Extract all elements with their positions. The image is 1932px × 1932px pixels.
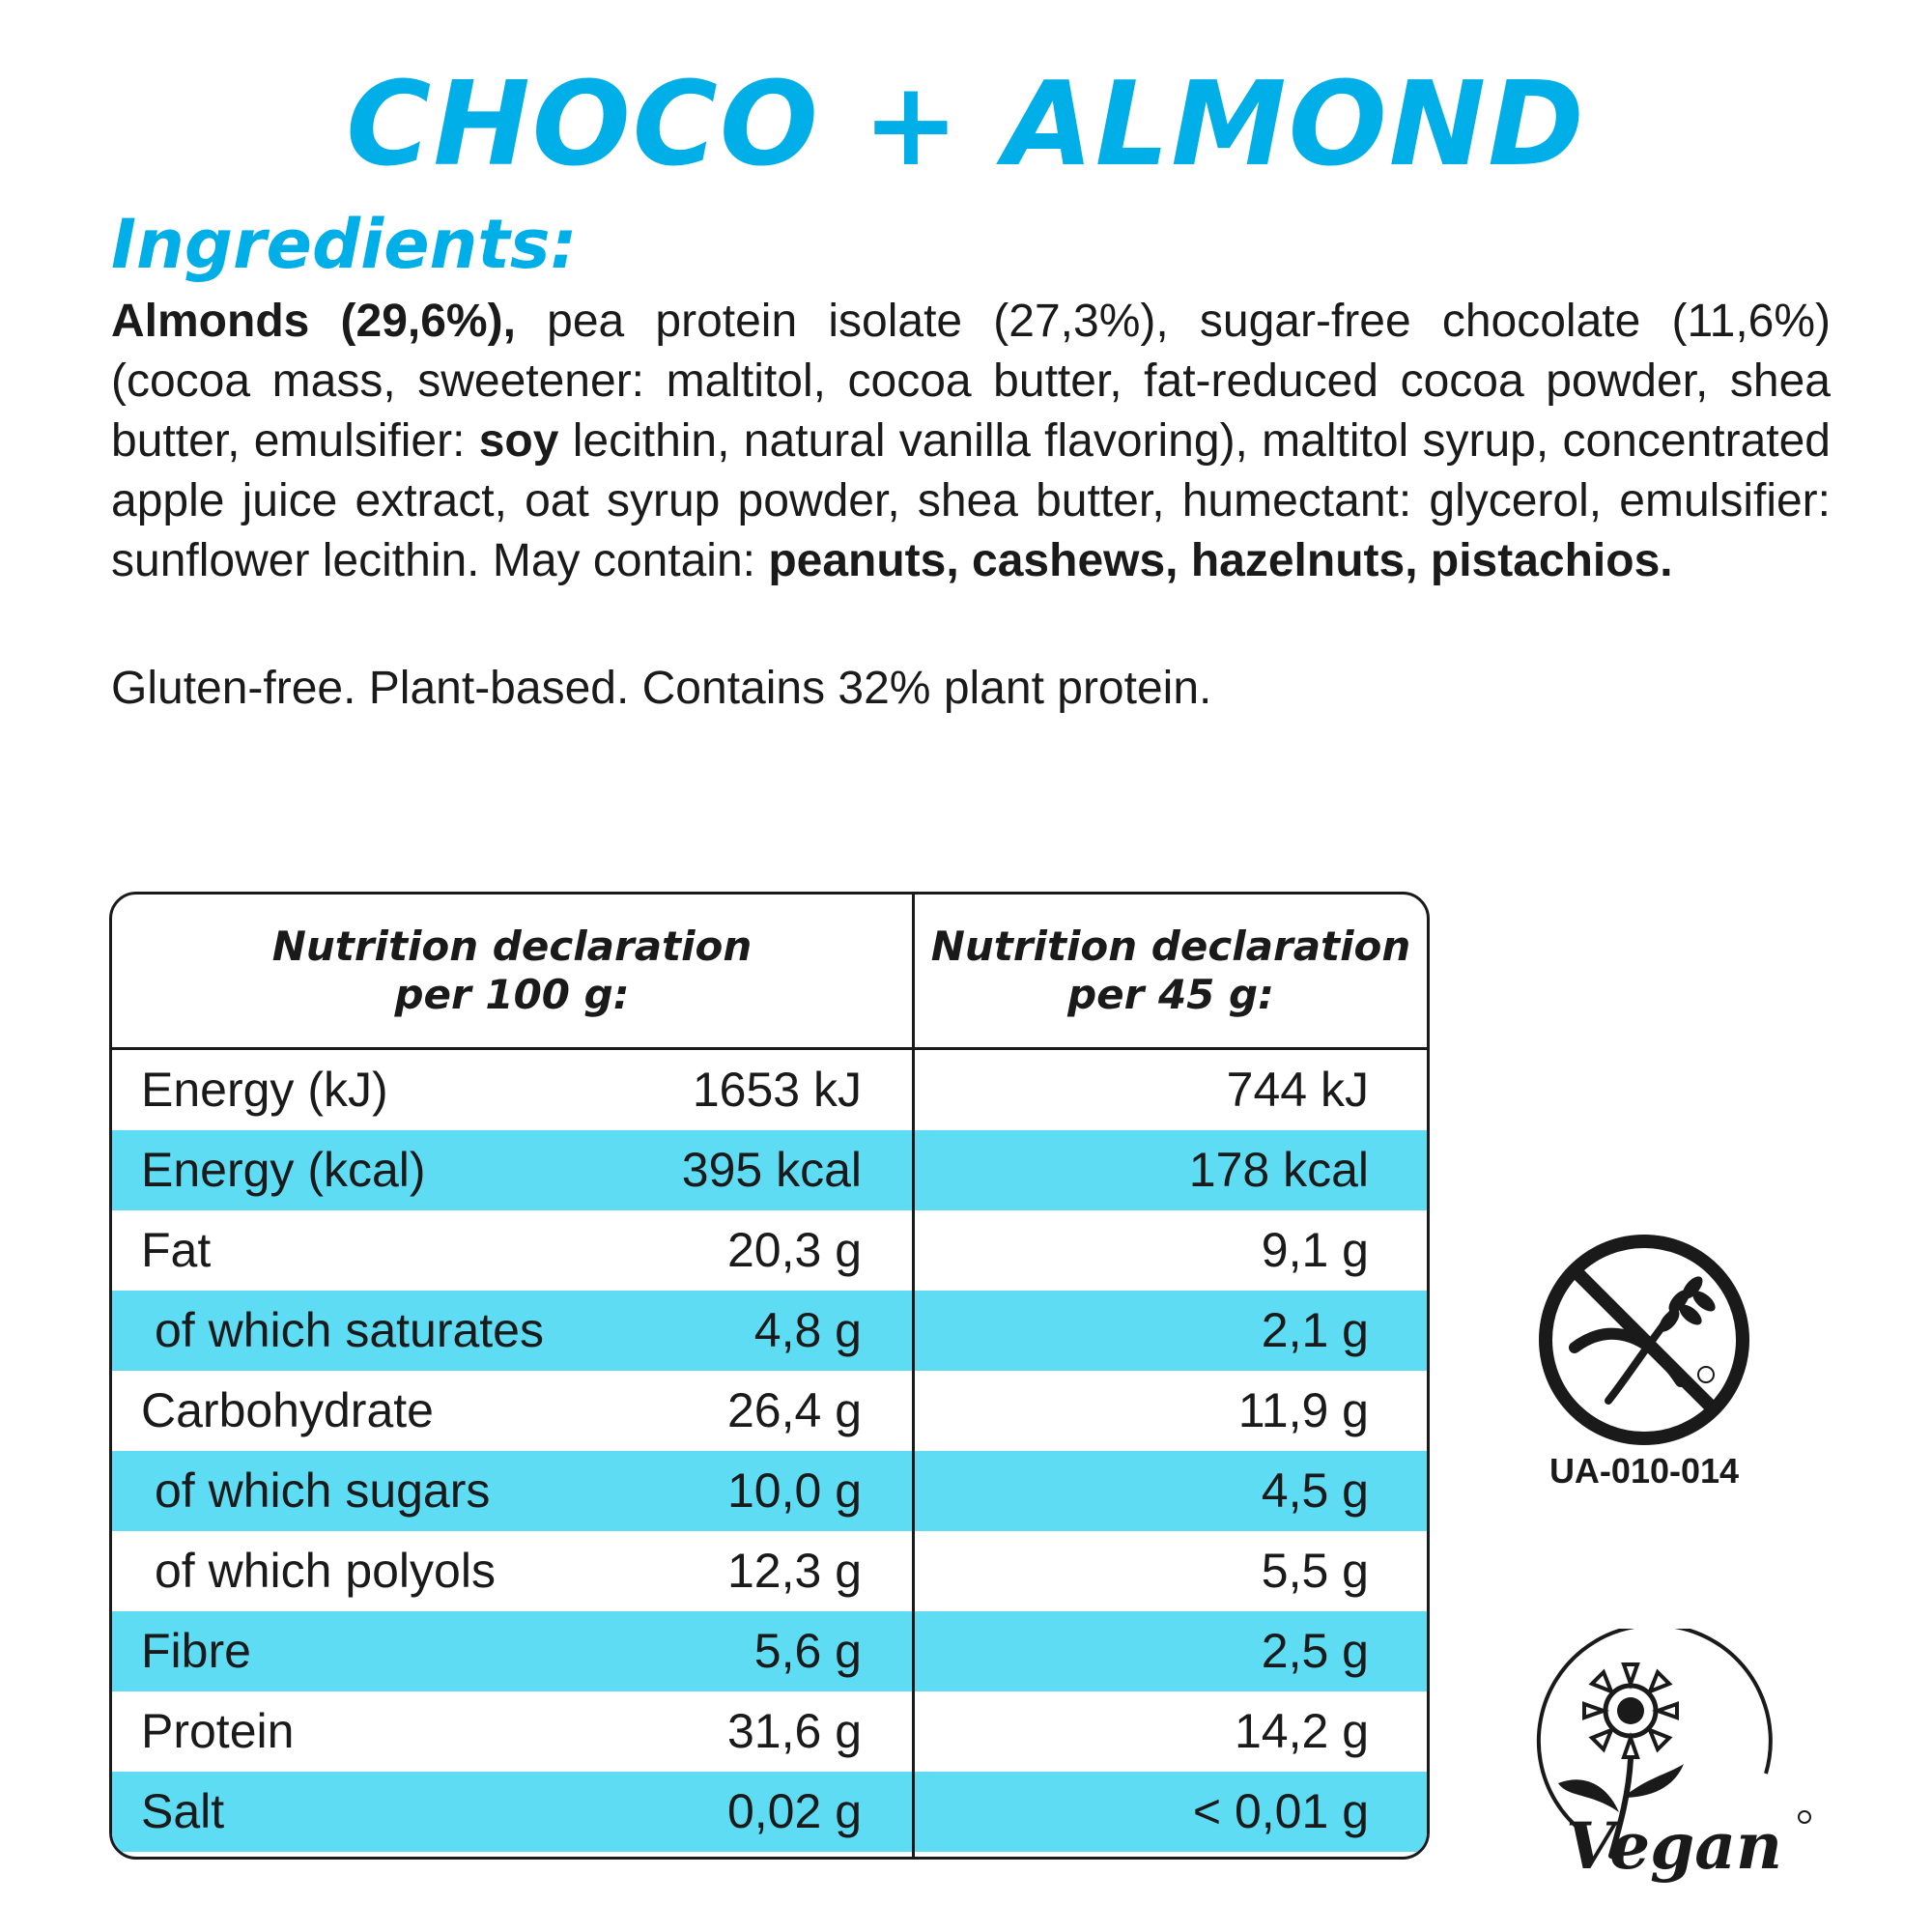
value-per-45g: < 0,01 g <box>1192 1784 1369 1838</box>
nutrition-table-body <box>112 1050 1427 1852</box>
value-per-100g: 12,3 g <box>726 1544 862 1598</box>
nutrition-row <box>112 1772 1427 1852</box>
value-per-45g: 4,5 g <box>1261 1463 1369 1518</box>
nutrition-row <box>112 1291 1427 1371</box>
nutrient-name: Salt <box>141 1784 225 1838</box>
nutrient-name: Energy (kcal) <box>141 1143 426 1197</box>
value-per-100g: 20,3 g <box>726 1223 862 1277</box>
ingredients-note: Gluten-free. Plant-based. Contains 32% plant protein. <box>111 663 1212 714</box>
nutrition-row <box>112 1050 1427 1130</box>
nutrition-table <box>109 892 1430 1860</box>
value-per-45g: 14,2 g <box>1234 1704 1369 1758</box>
nutrient-name: Fibre <box>141 1624 251 1678</box>
ingredient-allergen: soy <box>478 415 559 467</box>
value-per-45g: 178 kcal <box>1188 1143 1369 1197</box>
value-per-45g: 5,5 g <box>1261 1544 1369 1598</box>
value-per-45g: 9,1 g <box>1261 1223 1369 1277</box>
value-per-100g: 26,4 g <box>726 1383 862 1437</box>
nutrient-name: of which saturates <box>155 1303 544 1357</box>
value-per-45g: 2,1 g <box>1261 1303 1369 1357</box>
header-per-100g: Nutrition declaration per 100 g: <box>271 923 753 1018</box>
vegan-label: Vegan <box>1565 1808 1783 1884</box>
nutrient-name: Protein <box>141 1704 295 1758</box>
value-per-100g: 5,6 g <box>753 1624 862 1678</box>
nutrient-name: Carbohydrate <box>141 1383 434 1437</box>
value-per-100g: 4,8 g <box>753 1303 862 1357</box>
crossed-grain-icon <box>1536 1232 1752 1448</box>
nutrient-name: of which polyols <box>155 1544 496 1598</box>
ingredients-heading: Ingredients: <box>111 205 578 284</box>
nutrition-row <box>112 1451 1427 1531</box>
value-per-100g: 31,6 g <box>726 1704 862 1758</box>
nutrition-row <box>112 1531 1427 1611</box>
nutrient-name: Energy (kJ) <box>141 1063 388 1117</box>
ingredient-segment: pea protein isolate (27,3%), sugar-free chocolate (11,6%) (cocoa mass, sweetener: maltitol, cocoa butter, fat-reduced cocoa powder, shea butter, emulsifier: <box>111 296 1832 467</box>
nutrition-row <box>112 1210 1427 1291</box>
column-divider <box>912 895 915 1857</box>
ingredient-segment: lecithin, natural vanilla flavoring), maltitol syrup, concentrated apple juice extract, oat syrup powder, shea butter, humectant: glycerol, emulsifier: sunflower lecithin. May contain: <box>111 415 1832 586</box>
ingredient-allergen: Almonds (29,6%), <box>111 296 516 347</box>
value-per-100g: 0,02 g <box>726 1784 862 1838</box>
nutrition-table-header <box>112 895 1427 1050</box>
gluten-free-code: UA-010-014 <box>1548 1451 1740 1491</box>
value-per-45g: 11,9 g <box>1237 1383 1369 1437</box>
header-per-45g: Nutrition declaration per 45 g: <box>930 923 1411 1018</box>
ingredient-allergen: peanuts, cashews, hazelnuts, pistachios. <box>768 535 1673 586</box>
value-per-45g: 2,5 g <box>1261 1624 1369 1678</box>
vegan-sunflower-icon <box>1515 1629 1830 1889</box>
value-per-100g: 395 kcal <box>681 1143 862 1197</box>
nutrient-name: of which sugars <box>155 1463 491 1518</box>
product-title: CHOCO + ALMOND <box>346 58 1586 192</box>
nutrition-row <box>112 1371 1427 1451</box>
nutrition-row <box>112 1611 1427 1691</box>
value-per-45g: 744 kJ <box>1226 1063 1369 1117</box>
value-per-100g: 10,0 g <box>726 1463 862 1518</box>
nutrition-row <box>112 1130 1427 1210</box>
nutrient-name: Fat <box>141 1223 212 1277</box>
nutrition-row <box>112 1691 1427 1772</box>
value-per-100g: 1653 kJ <box>692 1063 862 1117</box>
ingredients-text <box>111 292 1831 591</box>
